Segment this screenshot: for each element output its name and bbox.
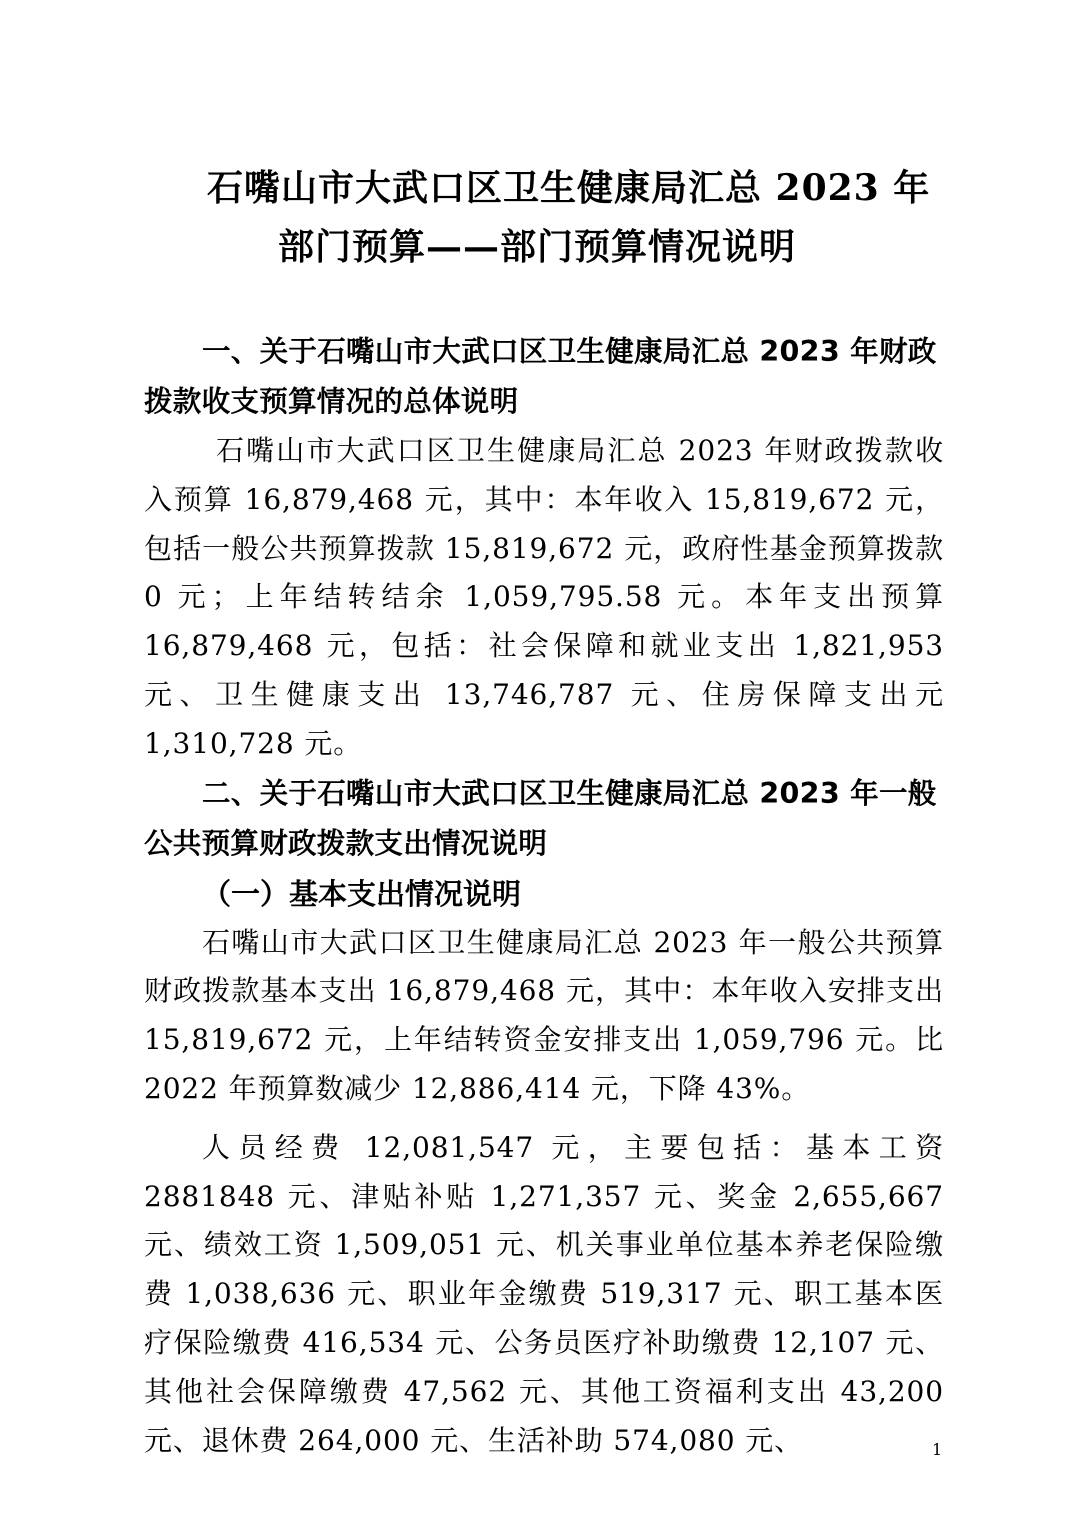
document-title-line-1: 石嘴山市大武口区卫生健康局汇总 2023 年 xyxy=(207,167,931,209)
section-1-paragraph: 石嘴山市大武口区卫生健康局汇总 2023 年财政拨款收入预算 16,879,468 元，其中：本年收入 15,819,672 元，包括一般公共预算拨款 15,819,672 元，政府性基金预算拨款 0 元；上年结转结余 1,059,795.58 元。本年支出预算 16,879,468 元，包括：社会保障和就业支出 1,821,953 元、卫生健康支出 13,746,787 元、住房保障支出元 1,310,728 元。 xyxy=(144,434,944,760)
document-title-line-2: 部门预算——部门预算情况说明 xyxy=(278,226,797,268)
section-1-heading: 一、关于石嘴山市大武口区卫生健康局汇总 2023 年财政拨款收支预算情况的总体说明 xyxy=(144,335,937,418)
subsection-1-heading: （一）基本支出情况说明 xyxy=(202,876,522,911)
document-body xyxy=(144,327,944,1465)
page-number: 1 xyxy=(932,1440,943,1459)
subsection-1-paragraph: 石嘴山市大武口区卫生健康局汇总 2023 年一般公共预算财政拨款基本支出 16,879,468 元，其中：本年收入安排支出 15,819,672 元，上年结转资金安排支出 1,059,796 元。比 2022 年预算数减少 12,886,414 元，下降 43%。 xyxy=(144,925,944,1105)
personnel-expense-paragraph: 人员经费 12,081,547 元，主要包括：基本工资 2881848 元、津贴补贴 1,271,357 元、奖金 2,655,667 元、绩效工资 1,509,051 元、机关事业单位基本养老保险缴费 1,038,636 元、职业年金缴费 519,317 元、职工基本医疗保险缴费 416,534 元、公务员医疗补助缴费 12,107 元、其他社会保障缴费 47,562 元、其他工资福利支出 43,200 元、退休费 264,000 元、生活补助 574,080 元、 xyxy=(144,1130,944,1457)
section-2-heading: 二、关于石嘴山市大武口区卫生健康局汇总 2023 年一般公共预算财政拨款支出情况说明 xyxy=(144,776,937,860)
